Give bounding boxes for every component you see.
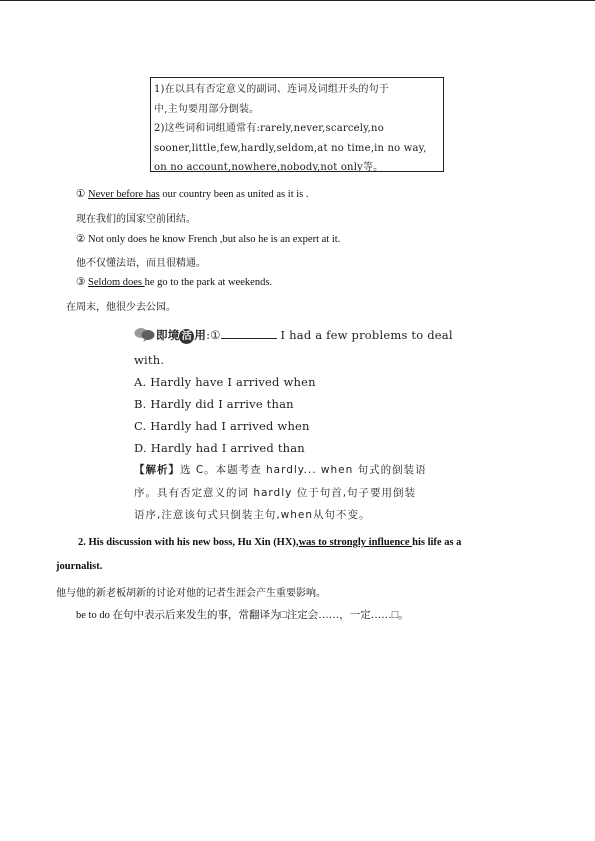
example-number: ①: [76, 188, 86, 200]
exercise-stem-continued: with.: [134, 353, 165, 367]
analysis-line-3: 语序,注意该句式只倒装主句,when从句不变。: [134, 509, 371, 521]
point-2-underlined: was to strongly influence: [298, 537, 413, 548]
analysis-label: 【解析】: [134, 464, 180, 476]
example-underlined: Seldom does: [88, 277, 145, 288]
point-2-suffix: his life as a: [412, 537, 462, 548]
exercise-stem: [134, 327, 453, 345]
example-underlined: Never before has: [88, 189, 160, 200]
analysis-line-1: [134, 462, 427, 477]
exercise-stem-text: I had a few problems to deal: [276, 328, 453, 342]
example-2: [76, 233, 340, 245]
example-2-translation: 他不仅懂法语，而且很精通。: [76, 258, 206, 269]
example-number: ③: [76, 276, 86, 288]
example-3-translation: 在周末，他很少去公园。: [66, 302, 176, 313]
exercise-label: 即境: [156, 328, 180, 342]
analysis-text: 选 C。本题考查 hardly... when 句式的倒装语: [180, 464, 427, 476]
analysis-line-2: 序。具有否定意义的词 hardly 位于句首,句子要用倒装: [134, 487, 417, 499]
example-text: Not only does he know French ,but also he is an expert at it.: [88, 234, 341, 245]
exercise-number: :①: [206, 328, 221, 342]
example-1-translation: 现在我们的国家空前团结。: [76, 214, 196, 225]
exercise-label-yong: 用: [194, 328, 207, 342]
example-1: [76, 188, 308, 200]
option-d[interactable]: D. Hardly had I arrived than: [134, 441, 305, 455]
point-2-sentence-line2: journalist.: [56, 561, 103, 572]
example-text: our country been as united as it is .: [159, 189, 309, 200]
grammar-rule-box: [150, 77, 444, 172]
point-2-translation: 他与他的新老板胡新的讨论对他的记者生涯会产生重要影响。: [56, 588, 326, 599]
point-2-note: be to do 在句中表示后来发生的事，常翻译为□注定会……，一定……□。: [76, 610, 409, 621]
chat-bubble-icon: [134, 327, 156, 342]
point-2-sentence: [78, 537, 461, 548]
page-top-rule: [0, 0, 595, 1]
exercise-badge: [134, 327, 156, 345]
rule-line: on no account,nowhere,nobody,not only等。: [154, 162, 384, 172]
option-a[interactable]: A. Hardly have I arrived when: [134, 375, 316, 389]
point-2-prefix: 2. His discussion with his new boss, Hu Xin (HX),: [78, 537, 299, 548]
example-number: ②: [76, 233, 86, 245]
rule-line: 中,主句要用部分倒装。: [154, 103, 260, 115]
example-text: he go to the park at weekends.: [144, 277, 273, 288]
example-3: [76, 276, 272, 288]
exercise-badge-huo: 活: [179, 329, 194, 344]
option-b[interactable]: B. Hardly did I arrive than: [134, 397, 294, 411]
rule-line: 1)在以具有否定意义的副词、连词及词组开头的句于: [154, 84, 390, 95]
rule-line: 2)这些词和词组通常有:rarely,never,scarcely,no: [154, 123, 384, 134]
option-c[interactable]: C. Hardly had I arrived when: [134, 419, 310, 433]
rule-line: sooner,little,few,hardly,seldom,at no time,in no way,: [154, 142, 427, 154]
answer-blank[interactable]: [221, 328, 277, 339]
